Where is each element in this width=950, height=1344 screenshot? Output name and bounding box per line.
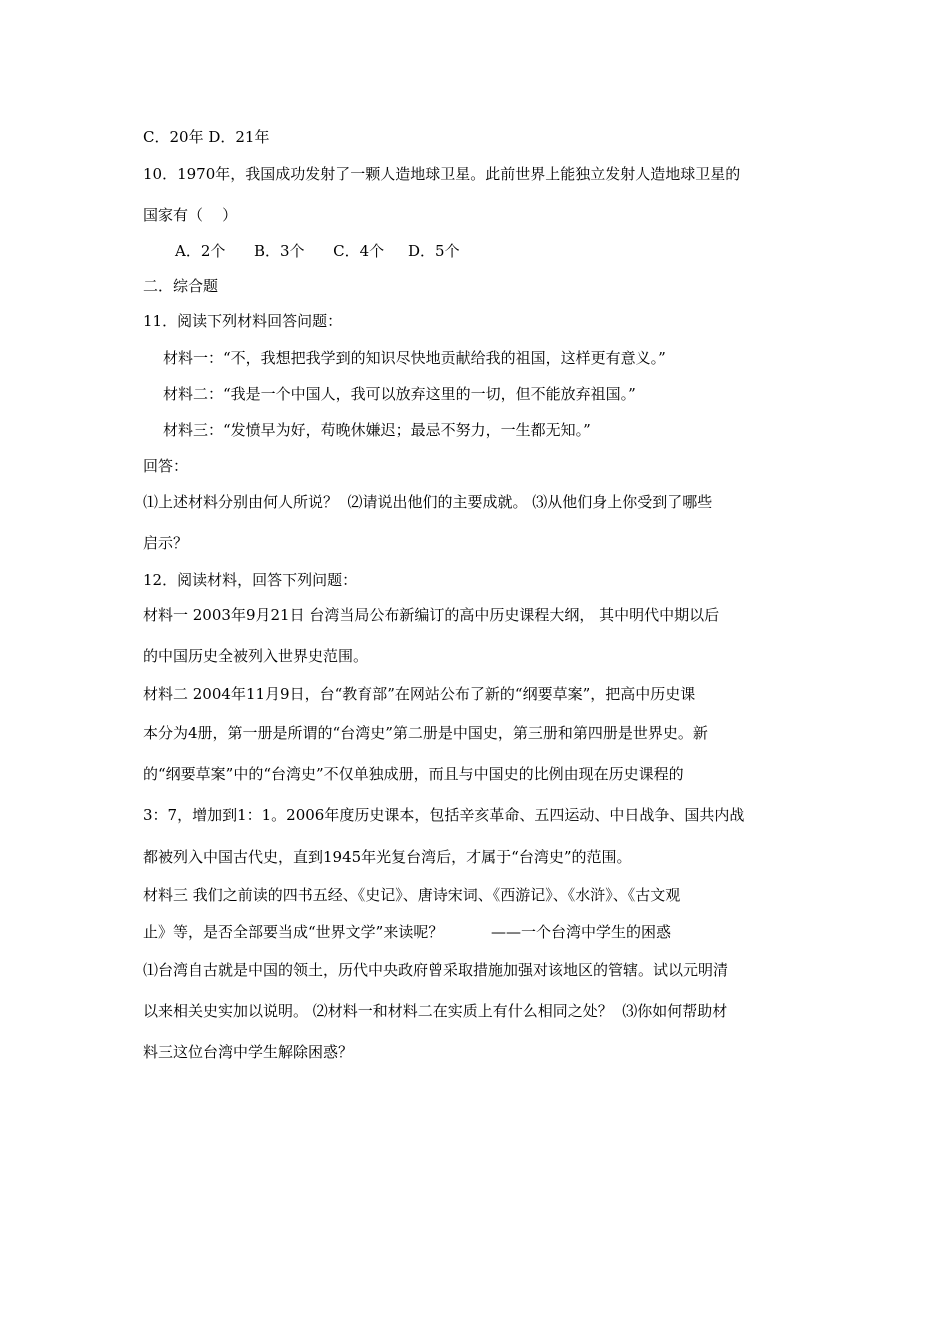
question-11: 11．阅读下列材料回答问题： (143, 312, 343, 330)
question-10: 10．1970年，我国成功发射了一颗人造地球卫星。此前世界上能独立发射人造地球卫星的 (143, 165, 741, 183)
question-12-parts: 以来相关史实加以说明。 ⑵材料一和材料二在实质上有什么相同之处？ ⑶你如何帮助材 (143, 1002, 728, 1020)
question-12: 12．阅读材料，回答下列问题： (143, 571, 358, 589)
material-2: 材料二：“我是一个中国人，我可以放弃这里的一切，但不能放弃祖国。” (163, 385, 636, 403)
question-12-parts-cont: 料三这位台湾中学生解除困惑？ (143, 1043, 354, 1061)
q12-material-2-line5: 都被列入中国古代史，直到1945年光复台湾后，才属于“台湾史”的范围。 (143, 848, 632, 866)
q12-material-3-cont: 止》等，是否全部要当成“世界文学”来读呢？ ——一个台湾中学生的困惑 (143, 923, 672, 941)
option-line-c-d: C．20年 D．21年 (143, 128, 270, 146)
q12-material-3: 材料三 我们之前读的四书五经、《史记》、唐诗宋词、《西游记》、《水浒》、《古文观 (143, 886, 681, 904)
q12-material-1: 材料一 2003年9月21日 台湾当局公布新编订的高中历史课程大纲， 其中明代中期以后 (143, 606, 720, 624)
answer-label: 回答： (143, 457, 189, 475)
question-12-part-1: ⑴台湾自古就是中国的领土，历代中央政府曾采取措施加强对该地区的管辖。试以元明清 (143, 961, 729, 979)
q12-material-2-line2: 本分为4册，第一册是所谓的“台湾史”第二册是中国史，第三册和第四册是世界史。新 (143, 724, 708, 742)
question-11-parts-cont: 启示？ (143, 534, 189, 552)
question-10-options: A．2个 B．3个 C．4个 D．5个 (175, 242, 460, 260)
q12-material-1-cont: 的中国历史全被列入世界史范围。 (143, 647, 369, 665)
q12-material-2-line3: 的“纲要草案”中的“台湾史”不仅单独成册，而且与中国史的比例由现在历史课程的 (143, 765, 684, 783)
q12-material-2-line4: 3：7，增加到1：1。2006年度历史课本，包括辛亥革命、五四运动、中日战争、国共内战 (143, 806, 745, 824)
question-10-cont: 国家有（ ） (143, 206, 238, 224)
material-1: 材料一：“不，我想把我学到的知识尽快地贡献给我的祖国，这样更有意义。” (163, 349, 666, 367)
section-heading: 二．综合题 (143, 277, 219, 295)
question-11-parts: ⑴上述材料分别由何人所说？ ⑵请说出他们的主要成就。 ⑶从他们身上你受到了哪些 (143, 493, 713, 511)
material-3: 材料三：“发愤早为好，苟晚休嫌迟；最忌不努力，一生都无知。” (163, 421, 591, 439)
q12-material-2: 材料二 2004年11月9日，台“教育部”在网站公布了新的“纲要草案”，把高中历史课 (143, 685, 696, 703)
